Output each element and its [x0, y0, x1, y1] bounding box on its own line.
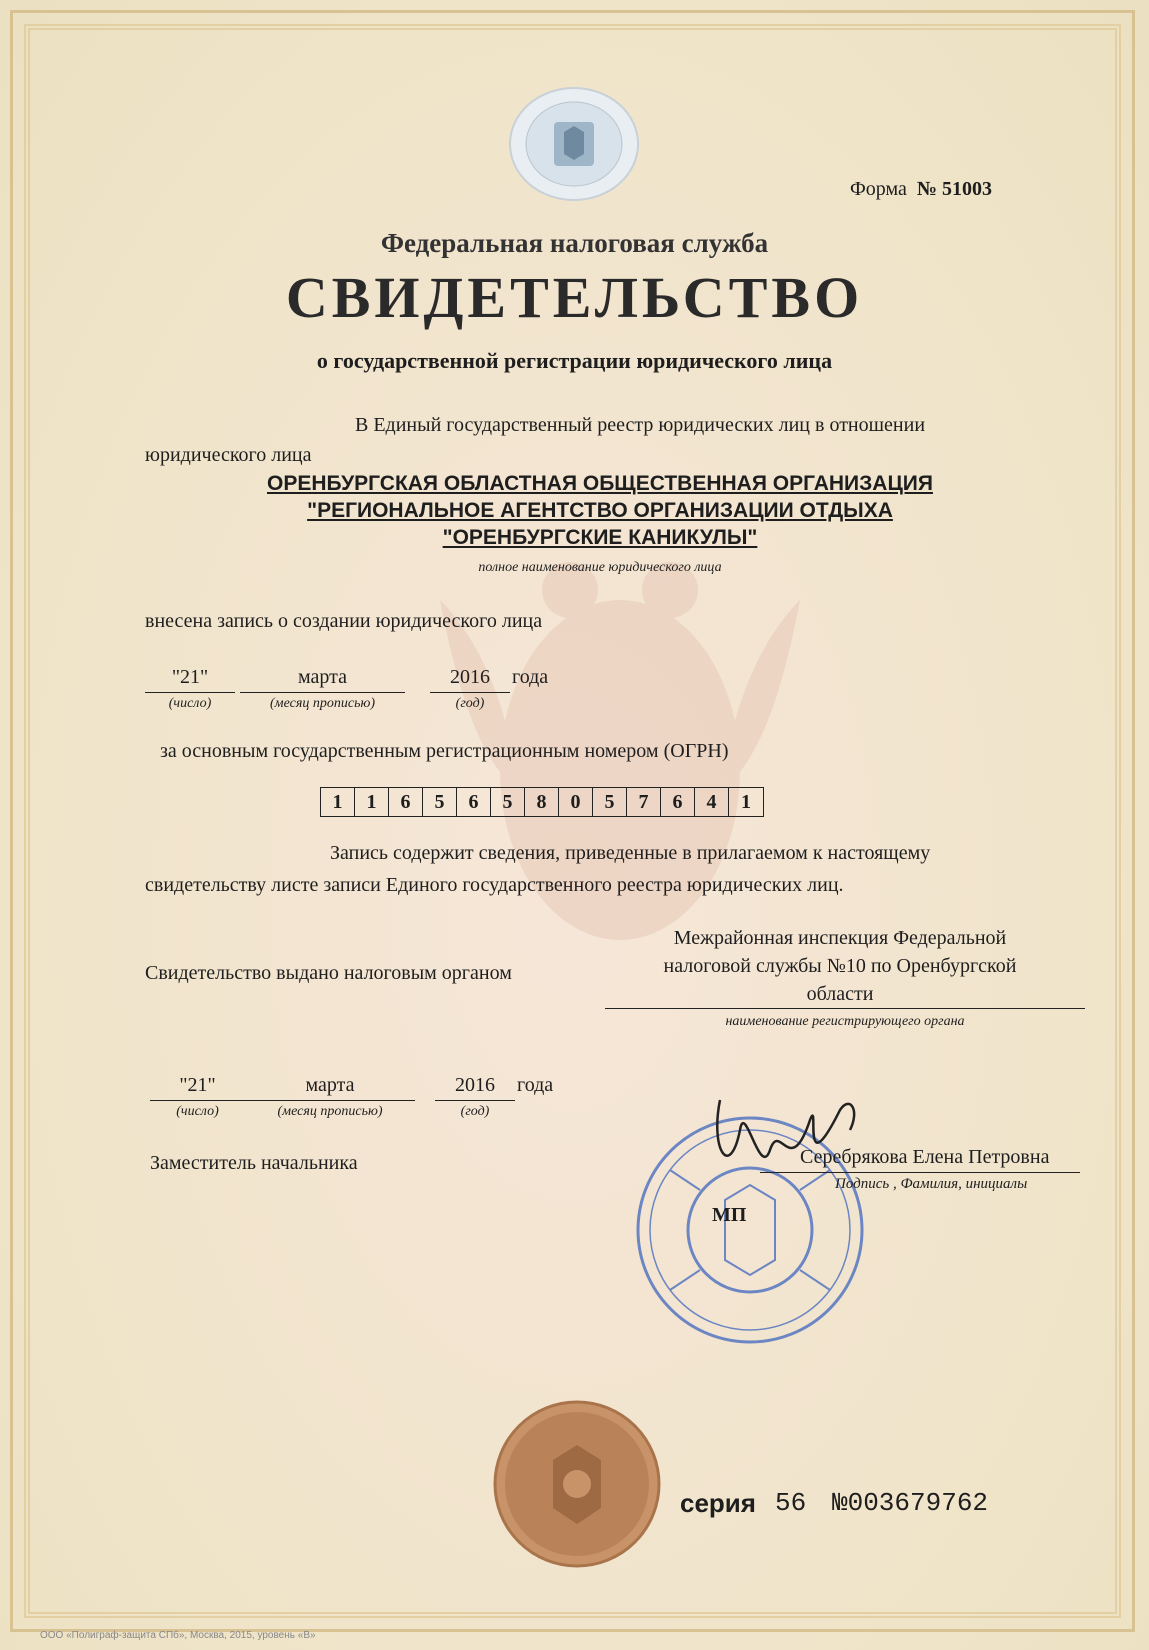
- org-name-line: ОРЕНБУРГСКАЯ ОБЛАСТНАЯ ОБЩЕСТВЕННАЯ ОРГАНИЗАЦИЯ: [267, 472, 933, 495]
- ogrn-digit: 5: [423, 788, 457, 816]
- ogrn-digit: 6: [457, 788, 491, 816]
- issuer-line: области: [806, 983, 874, 1005]
- agency-name: Федеральная налоговая служба: [380, 228, 769, 258]
- org-name-caption: полное наименование юридического лица: [478, 560, 722, 575]
- gold-seal-icon: [493, 1400, 661, 1568]
- date2-suffix: года: [517, 1074, 554, 1096]
- document-subtitle: о государственной регистрации юридического лица: [316, 348, 833, 373]
- ogrn-label: за основным государственным регистрационным номером (ОГРН): [160, 740, 729, 762]
- date1-year-caption: (год): [455, 696, 485, 711]
- ogrn-digit: 6: [661, 788, 695, 816]
- ogrn-digit: 5: [491, 788, 525, 816]
- date1-month: марта: [298, 666, 347, 688]
- date1-suffix: года: [512, 666, 549, 688]
- date2-year: 2016: [455, 1074, 495, 1096]
- intro-line-2: юридического лица: [145, 444, 312, 466]
- date2-month-caption: (месяц прописью): [277, 1104, 383, 1119]
- printer-note: ООО «Полиграф-защита СПб», Москва, 2015, уровень «В»: [40, 1630, 316, 1641]
- org-name-line: "РЕГИОНАЛЬНОЕ АГЕНТСТВО ОРГАНИЗАЦИИ ОТДЫХА: [307, 499, 893, 522]
- series-value: 56: [775, 1488, 807, 1518]
- position-title: Заместитель начальника: [150, 1152, 358, 1174]
- ogrn-boxes: [320, 787, 764, 817]
- ogrn-digit: 4: [695, 788, 729, 816]
- signer-caption: Подпись , Фамилия, инициалы: [835, 1176, 1028, 1192]
- date2-month: марта: [305, 1074, 355, 1096]
- ogrn-digit: 1: [321, 788, 355, 816]
- series-label: серия: [680, 1488, 756, 1518]
- record-line-2: свидетельству листе записи Единого государственного реестра юридических лиц.: [145, 874, 844, 896]
- entry-text: внесена запись о создании юридического лица: [145, 610, 543, 632]
- document-title: СВИДЕТЕЛЬСТВО: [285, 265, 864, 330]
- ogrn-digit: 8: [525, 788, 559, 816]
- date2-day-caption: (число): [176, 1104, 219, 1119]
- issuer-name: [600, 924, 1080, 1008]
- issuer-line: Межрайонная инспекция Федеральной: [673, 927, 1007, 949]
- date1-day-caption: (число): [168, 696, 212, 711]
- signer-name: Серебрякова Елена Петровна: [800, 1146, 1050, 1168]
- date2-year-caption: (год): [460, 1104, 490, 1119]
- date2-day: "21": [179, 1074, 216, 1096]
- org-name: [180, 470, 1020, 551]
- date1-day: "21": [171, 666, 209, 688]
- intro-line-1: В Единый государственный реестр юридических лиц в отношении: [355, 414, 926, 436]
- hologram-emblem-icon: [508, 86, 640, 202]
- issued-by-label: Свидетельство выдано налоговым органом: [145, 962, 512, 984]
- record-line-1: Запись содержит сведения, приведенные в прилагаемом к настоящему: [330, 842, 931, 864]
- issuer-line: налоговой службы №10 по Оренбургской: [663, 955, 1017, 977]
- date1-month-caption: (месяц прописью): [270, 696, 375, 711]
- form-number: Форма № 51003: [850, 178, 993, 200]
- date1-year: 2016: [450, 666, 490, 688]
- org-name-line: "ОРЕНБУРГСКИЕ КАНИКУЛЫ": [442, 526, 758, 549]
- ogrn-digit: 5: [593, 788, 627, 816]
- ogrn-digit: 7: [627, 788, 661, 816]
- mp-label: МП: [712, 1204, 747, 1226]
- ogrn-digit: 1: [741, 790, 751, 813]
- ogrn-digit: 1: [355, 788, 389, 816]
- serial-number: №003679762: [832, 1488, 989, 1518]
- issuer-caption: наименование регистрирующего органа: [725, 1014, 965, 1029]
- ogrn-digit: 6: [389, 788, 423, 816]
- ogrn-digit: 0: [559, 788, 593, 816]
